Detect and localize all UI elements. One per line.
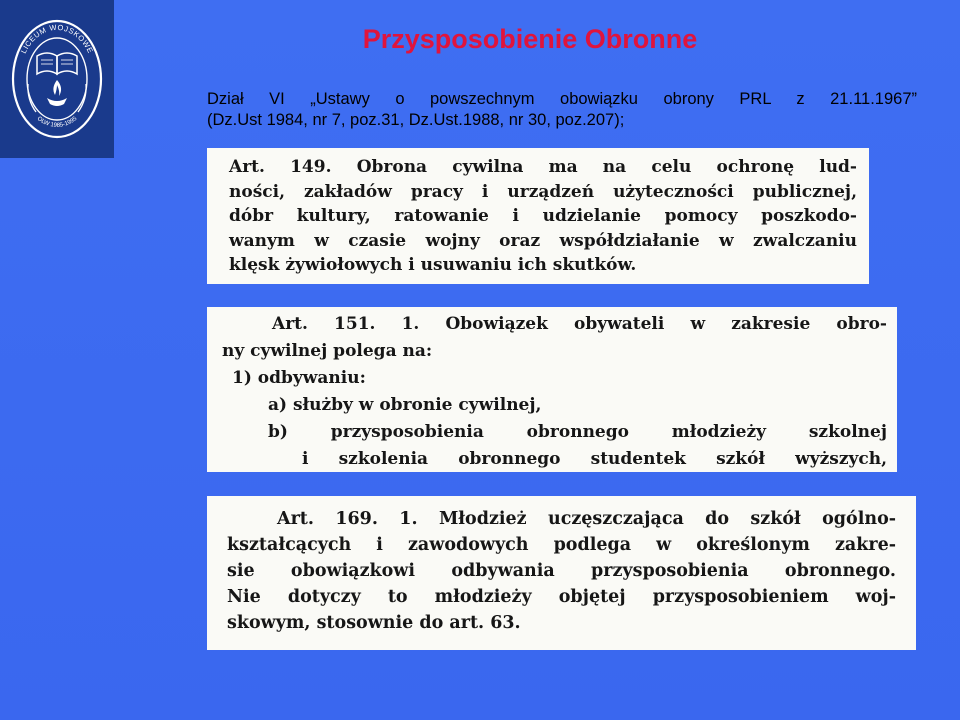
- slide-title: Przysposobienie Obronne: [362, 24, 698, 54]
- article-151-line: a) służby w obronie cywilnej,: [268, 395, 542, 415]
- article-169-line: kształcących i zawodowych podlega w określonym zakre-: [227, 535, 896, 555]
- logo-ring-text-bottom: OLW 1985-1995: [35, 115, 79, 129]
- article-149-line: klęsk żywiołowych i usuwaniu ich skutków.: [229, 255, 637, 275]
- svg-text:LICEUM WOJSKOWE: [19, 23, 95, 55]
- article-151-scan: [207, 307, 897, 472]
- article-149-scan: [207, 148, 869, 284]
- article-169-line: skowym, stosownie do art. 63.: [227, 613, 521, 633]
- article-169-scan: [207, 496, 916, 650]
- svg-text:OLW 1985-1995: [36, 116, 79, 129]
- article-149-line: ności, zakładów pracy i urządzeń użyteczności publicznej,: [229, 181, 857, 202]
- article-169-line: Art. 169. 1. Młodzież uczęszczająca do szkół ogólno-: [277, 509, 896, 529]
- school-logo: [0, 0, 114, 158]
- article-149-line: dóbr kultury, ratowanie i udzielanie pomocy poszkodo-: [229, 206, 857, 226]
- article-151-line: i szkolenia obronnego studentek szkół wyższych,: [302, 449, 887, 469]
- article-149-line: wanym w czasie wojny oraz współdziałanie w zwalczaniu: [229, 230, 857, 251]
- subtitle-line-1: Dział VI „Ustawy o powszechnym obowiązku obrony PRL z 21.11.1967”: [207, 90, 917, 108]
- article-169-line: sie obowiązkowi odbywania przysposobienia obronnego.: [227, 561, 896, 581]
- slide-subtitle: [207, 89, 917, 131]
- logo-ring-text-top: LICEUM WOJSKOWE: [18, 22, 96, 55]
- article-149-line: Art. 149. Obrona cywilna ma na celu ochronę lud-: [229, 157, 857, 177]
- crest-icon: [0, 0, 114, 158]
- article-169-line: Nie dotyczy to młodzieży objętej przysposobieniem woj-: [227, 587, 896, 607]
- article-151-line: ny cywilnej polega na:: [222, 341, 433, 361]
- article-151-line: b) przysposobienia obronnego młodzieży szkolnej: [268, 422, 887, 442]
- article-151-line: 1) odbywaniu:: [232, 368, 366, 388]
- article-151-line: Art. 151. 1. Obowiązek obywateli w zakresie obro-: [272, 314, 887, 334]
- subtitle-line-2: (Dz.Ust 1984, nr 7, poz.31, Dz.Ust.1988, nr 30, poz.207);: [207, 111, 625, 129]
